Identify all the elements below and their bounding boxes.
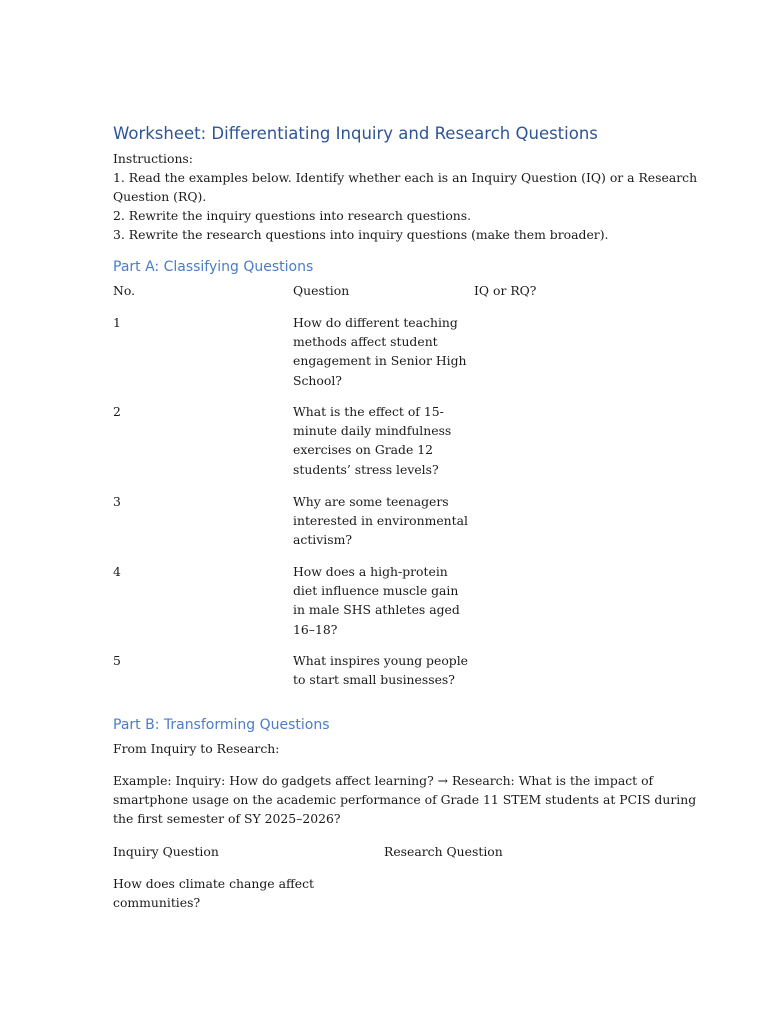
- example-line-3: the first semester of SY 2025–2026?: [113, 811, 341, 826]
- part-a-heading: Part A: Classifying Questions: [113, 259, 314, 275]
- worksheet-title: Worksheet: Differentiating Inquiry and Research Questions: [113, 124, 598, 143]
- table-header-answer: IQ or RQ?: [474, 283, 537, 298]
- instruction-line-3: 2. Rewrite the inquiry questions into research questions.: [113, 208, 472, 223]
- example-line-1: Example: Inquiry: How do gadgets affect learning? → Research: What is the impact of: [113, 773, 654, 788]
- instruction-line-1: 1. Read the examples below. Identify whether each is an Inquiry Question (IQ) or a Research: [113, 170, 698, 185]
- row-number: 4: [113, 564, 121, 579]
- row-question: What inspires young people to start small businesses?: [293, 653, 469, 688]
- row-number: 2: [113, 404, 121, 419]
- table-header-research: Research Question: [384, 844, 503, 859]
- part-b-heading: Part B: Transforming Questions: [113, 717, 330, 733]
- part-b-subheading: From Inquiry to Research:: [113, 741, 280, 756]
- instruction-line-4: 3. Rewrite the research questions into inquiry questions (make them broader).: [113, 227, 609, 242]
- table-header-no: No.: [113, 283, 136, 298]
- inquiry-question-line: communities?: [113, 895, 201, 910]
- table-header-inquiry: Inquiry Question: [113, 844, 219, 859]
- row-number: 3: [113, 494, 121, 509]
- table-header-question: Question: [293, 283, 350, 298]
- row-question: How do different teaching methods affect student engagement in Senior High School?: [293, 315, 467, 388]
- row-question: How does a high-protein diet influence muscle gain in male SHS athletes aged 16–18?: [293, 564, 460, 637]
- row-question: Why are some teenagers interested in environmental activism?: [293, 494, 468, 548]
- instruction-line-2: Question (RQ).: [113, 189, 207, 204]
- inquiry-question-line: How does climate change affect: [113, 876, 315, 891]
- row-question: What is the effect of 15-minute daily mindfulness exercises on Grade 12 students’ stress levels?: [293, 404, 452, 477]
- row-number: 1: [113, 315, 121, 330]
- row-number: 5: [113, 653, 121, 668]
- example-line-2: smartphone usage on the academic performance of Grade 11 STEM students at PCIS during: [113, 792, 697, 807]
- instructions-label: Instructions:: [113, 151, 193, 166]
